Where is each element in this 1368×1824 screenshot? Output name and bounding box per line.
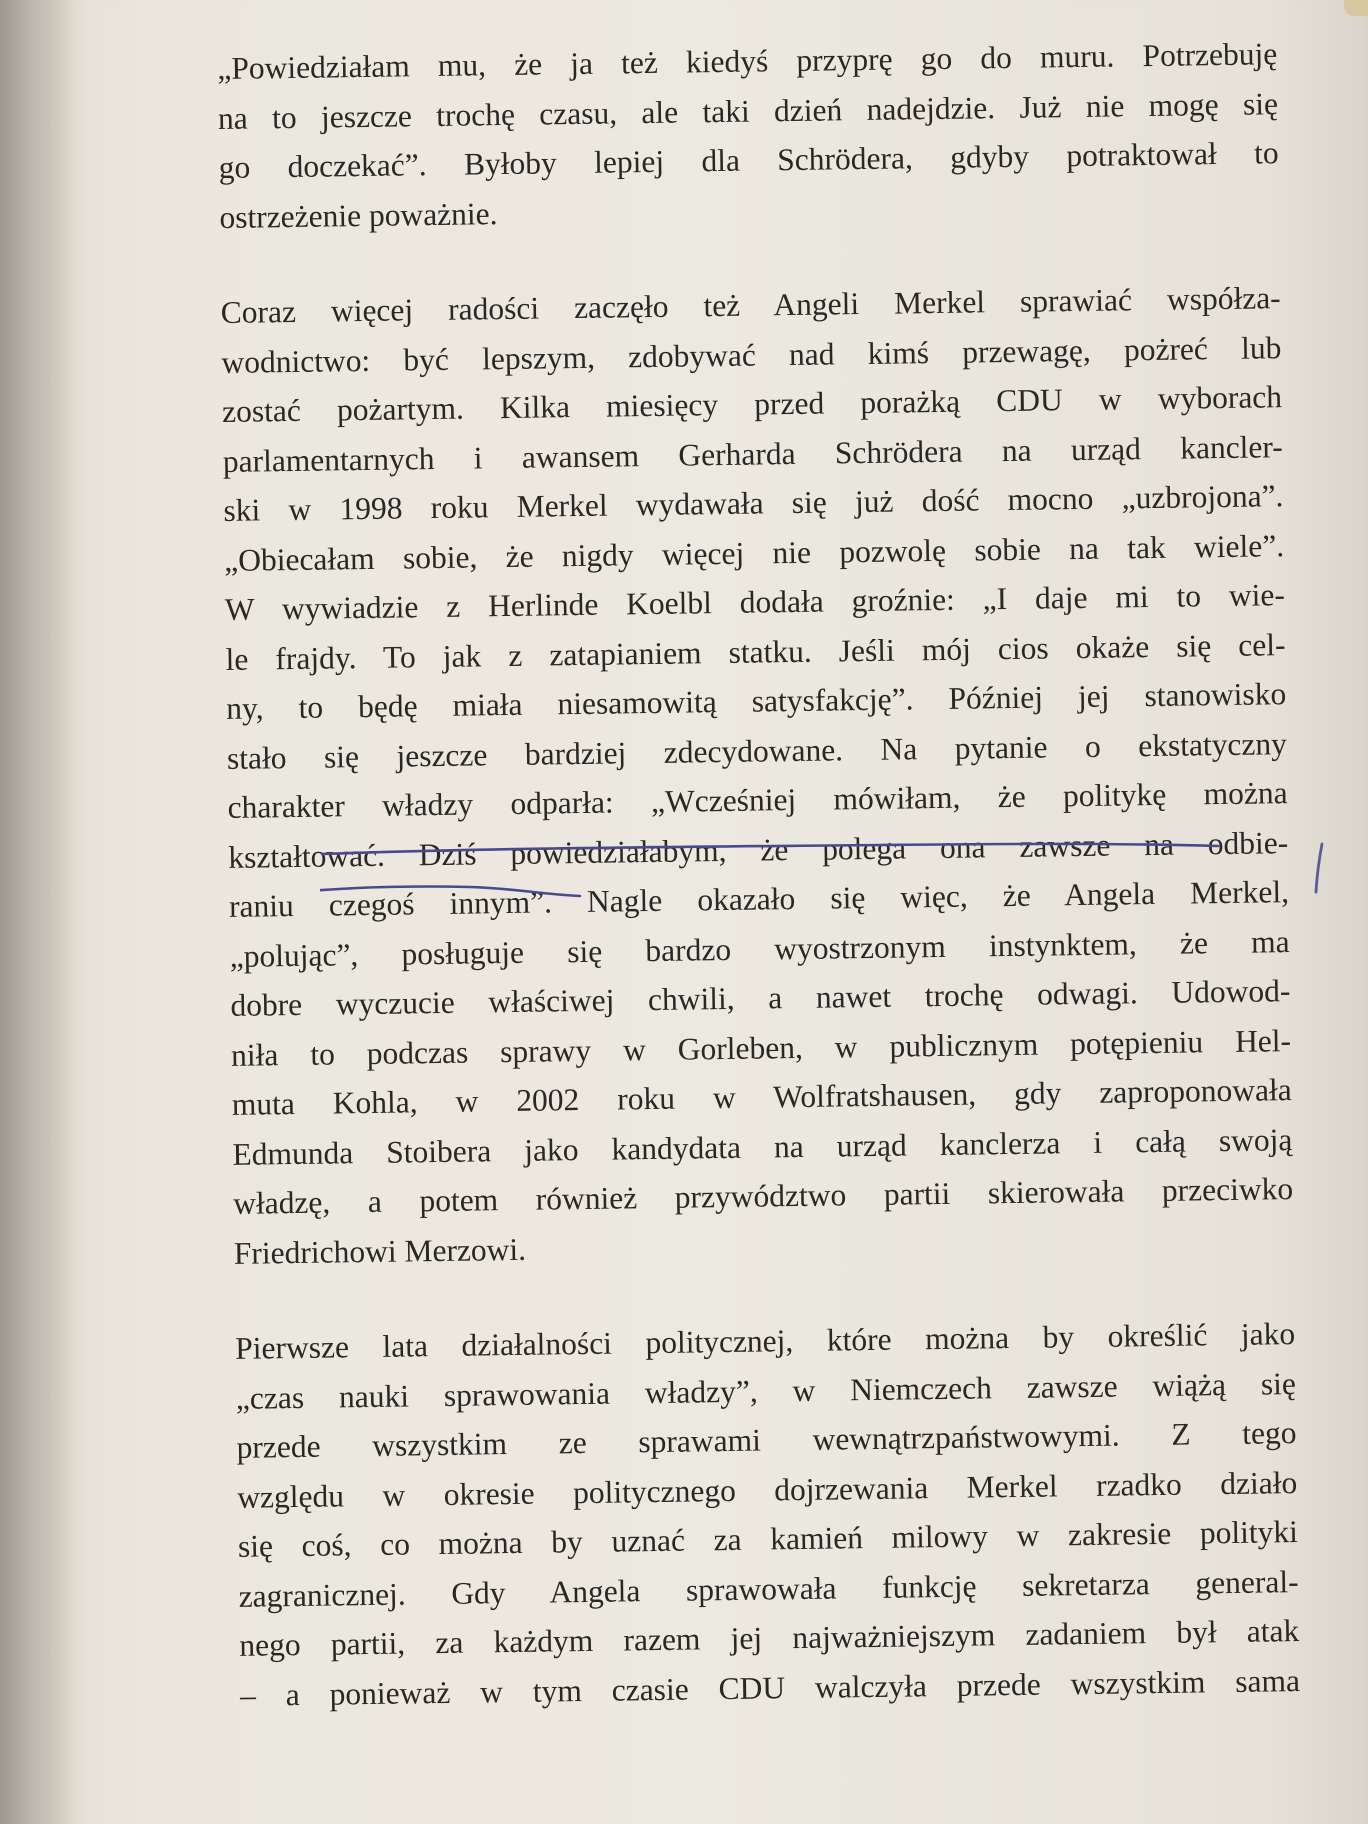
- text-line: Friedrichowi Merzowi.: [233, 1231, 527, 1271]
- text-line: zagranicznej. Gdy Angela sprawowała funkcję sekretarza general-: [238, 1563, 1299, 1614]
- text-line: Coraz więcej radości zaczęło też Angeli Merkel sprawiać współza-: [220, 280, 1281, 330]
- text-line: niła to podczas sprawy w Gorleben, w publicznym potępieniu Hel-: [230, 1022, 1292, 1073]
- text-line: władzę, a potem również przywództwo partii skierowała przeciwko: [232, 1171, 1294, 1221]
- page-corner: [1344, 0, 1368, 16]
- text-line: „polując”, posługuje się bardzo wyostrzonym instynktem, że ma: [229, 923, 1290, 974]
- text-line: muta Kohla, w 2002 roku w Wolfratshausen, gdy zaproponowała: [231, 1072, 1292, 1122]
- text-line: parlamentarnych i awansem Gerharda Schrödera na urząd kancler-: [222, 428, 1283, 479]
- text-line: na to jeszcze trochę czasu, ale taki dzień nadejdzie. Już nie mogę się: [217, 85, 1279, 136]
- text-line: ski w 1998 roku Merkel wydawała się już dość mocno „uzbrojona”.: [223, 478, 1284, 528]
- book-page: [52, 0, 1368, 1824]
- text-line: charakter władzy odparła: „Wcześniej mówiłam, że politykę można: [227, 775, 1288, 825]
- text-line: stało się jeszcze bardziej zdecydowane. Na pytanie o ekstatyczny: [226, 725, 1288, 776]
- text-line: wodnictwo: być lepszym, zdobywać nad kimś przewagę, pożreć lub: [221, 329, 1282, 380]
- text-line: ostrzeżenie poważnie.: [219, 195, 498, 235]
- page-text: [217, 29, 1300, 1720]
- text-line: nego partii, za każdym razem jej najważniejszym zadaniem był atak: [239, 1613, 1300, 1663]
- text-line: „czas nauki sprawowania władzy”, w Niemczech zawsze wiążą się: [235, 1365, 1297, 1416]
- text-line-underlined: kształtować. Dziś powiedziałabym, że polega ona zawsze na odbie-: [228, 824, 1289, 875]
- paragraph-1: [217, 29, 1280, 242]
- text-line: le frajdy. To jak z zatapianiem statku. Jeśli mój cios okaże się cel-: [225, 626, 1286, 677]
- text-line: zostać pożartym. Kilka miesięcy przed porażką CDU w wyborach: [221, 379, 1283, 429]
- pen-margin-mark: [1312, 842, 1326, 894]
- text-line: ny, to będę miała niesamowitą satysfakcję”. Później jej stanowisko: [226, 676, 1287, 726]
- pen-margin-stroke: [1316, 844, 1322, 892]
- text-line: dobre wyczucie właściwej chwili, a nawet trochę odwagi. Udowod-: [230, 973, 1291, 1023]
- text-line: go doczekać”. Byłoby lepiej dla Schrödera, gdyby potraktował to: [218, 135, 1279, 185]
- paragraph-3: [235, 1309, 1300, 1720]
- text-line: – a ponieważ w tym czasie CDU walczyła przede wszystkim sama: [239, 1662, 1301, 1713]
- text-line: względu w okresie politycznego dojrzewania Merkel rzadko działo: [237, 1464, 1298, 1515]
- paragraph-2: [220, 273, 1294, 1278]
- text-line: W wywiadzie z Herlinde Koelbl dodała groźnie: „I daje mi to wie-: [224, 577, 1286, 627]
- text-line: Pierwsze lata działalności politycznej, które można by określić jako: [234, 1316, 1296, 1366]
- text-line: Edmunda Stoibera jako kandydata na urząd kanclerza i całą swoją: [232, 1121, 1293, 1172]
- text-line: „Obiecałam sobie, że nigdy więcej nie pozwolę sobie na tak wiele”.: [223, 527, 1285, 578]
- text-line: przede wszystkim ze sprawami wewnątrzpaństwowymi. Z tego: [236, 1415, 1297, 1465]
- text-line-underlined: raniu czegoś innym”. Nagle okazało się więc, że Angela Merkel,: [228, 874, 1290, 924]
- text-line: się coś, co można by uznać za kamień milowy w zakresie polityki: [237, 1514, 1299, 1564]
- text-line: „Powiedziałam mu, że ja też kiedyś przyprę go do muru. Potrzebuję: [217, 36, 1278, 86]
